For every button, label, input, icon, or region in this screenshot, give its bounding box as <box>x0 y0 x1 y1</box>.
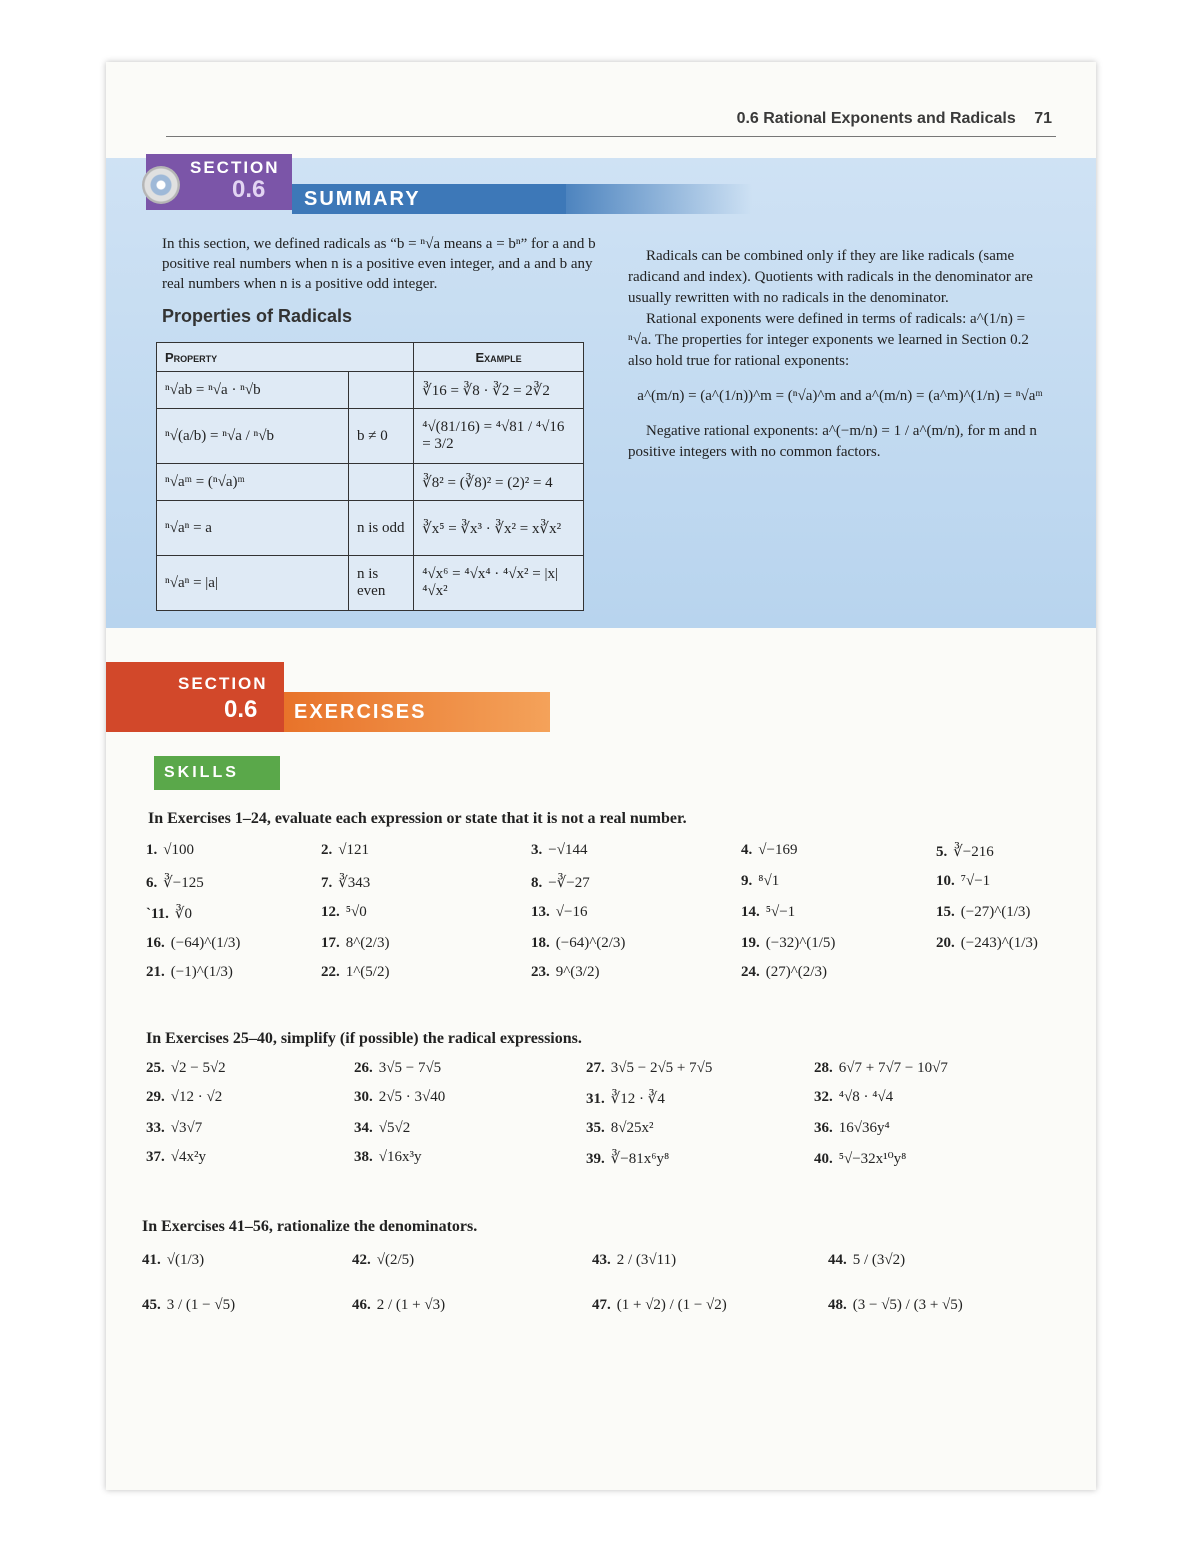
exercise-number: 41. <box>142 1252 161 1268</box>
exercise-expression: √4x²y <box>170 1149 206 1165</box>
exercise-number: 33. <box>146 1120 165 1136</box>
exercise-item <box>741 935 936 952</box>
property-cell: ⁿ√ab = ⁿ√a · ⁿ√b <box>157 372 349 409</box>
exercise-item <box>936 964 1046 981</box>
condition-cell <box>349 372 414 409</box>
exercise-item <box>814 1149 1046 1168</box>
table-row <box>157 501 584 556</box>
exercise-expression: ∛343 <box>338 875 371 891</box>
exercise-expression: ∛12 · ∛4 <box>610 1091 665 1107</box>
summary-intro: In this section, we defined radicals as “b = ⁿ√a means a = bⁿ” for a and b positive real numbers when n is a positive even integer, and a and b any real numbers when n is a positive odd integer. <box>162 236 596 292</box>
exercise-number: 21. <box>146 964 165 980</box>
exercise-expression: √−169 <box>758 842 798 858</box>
exercise-expression: ∛0 <box>174 906 192 922</box>
exercise-expression: 6√7 + 7√7 − 10√7 <box>838 1060 948 1076</box>
summary-paragraph: Rational exponents were defined in terms of radicals: a^(1/n) = ⁿ√a. The properties for integer exponents we learned in Section 0.2 also hold true for rational exponents: <box>628 311 1029 369</box>
condition-cell: n is even <box>349 556 414 611</box>
exercise-grid-3 <box>142 1252 1042 1314</box>
exercise-number: 42. <box>352 1252 371 1268</box>
instruction-25-40: In Exercises 25–40, simplify (if possible) the radical expressions. <box>146 1030 582 1047</box>
exercise-item <box>354 1120 586 1137</box>
exercise-expression: 3 / (1 − √5) <box>166 1297 236 1313</box>
exercise-item <box>741 964 936 981</box>
exercise-item <box>354 1149 586 1168</box>
summary-heading <box>292 184 566 214</box>
exercise-expression: ∛−216 <box>953 844 994 860</box>
properties-title: Properties of Radicals <box>162 306 353 326</box>
exercise-expression: ⁴√8 · ⁴√4 <box>838 1089 894 1105</box>
exercise-item <box>352 1252 592 1269</box>
exercise-expression: (27)^(2/3) <box>765 964 827 980</box>
exercise-item <box>146 1149 354 1168</box>
exercise-item <box>146 842 321 861</box>
instruction-1-24: In Exercises 1–24, evaluate each expression or state that it is not a real number. <box>148 810 687 827</box>
summary-bar-fade <box>542 184 752 214</box>
exercise-item <box>146 1060 354 1077</box>
exercise-expression: 2 / (3√11) <box>616 1252 677 1268</box>
exercise-number: 18. <box>531 935 550 951</box>
exercise-number: 19. <box>741 935 760 951</box>
exercise-item <box>586 1089 814 1108</box>
table-row <box>157 556 584 611</box>
exercise-expression: 3√5 − 7√5 <box>378 1060 442 1076</box>
exercise-number: 20. <box>936 935 955 951</box>
exercise-item <box>828 1252 1042 1269</box>
page-number: 71 <box>1034 110 1052 127</box>
exercise-expression: √3√7 <box>170 1120 203 1136</box>
exercise-expression: (−32)^(1/5) <box>765 935 836 951</box>
exercise-number: 37. <box>146 1149 165 1165</box>
exercise-number: 26. <box>354 1060 373 1076</box>
exercise-item <box>531 964 741 981</box>
negative-exponent-note: Negative rational exponents: a^(−m/n) = 1 / a^(m/n), for m and n positive integers with no common factors. <box>628 423 1037 460</box>
condition-cell <box>349 464 414 501</box>
exercise-number: 10. <box>936 873 955 889</box>
skills-label: SKILLS <box>154 756 280 790</box>
exercise-item <box>321 904 531 923</box>
summary-section-number: 0.6 <box>232 176 266 203</box>
exercise-number: 36. <box>814 1120 833 1136</box>
example-cell: ⁴√(81/16) = ⁴√81 / ⁴√16 = 3/2 <box>414 409 584 464</box>
exercise-number: 13. <box>531 904 550 920</box>
exercise-expression: 9^(3/2) <box>555 964 600 980</box>
example-cell: ∛x⁵ = ∛x³ · ∛x² = x∛x² <box>414 501 584 556</box>
exercise-expression: −√144 <box>548 842 588 858</box>
exercise-item <box>586 1149 814 1168</box>
exercise-number: 24. <box>741 964 760 980</box>
exercise-item <box>146 904 321 923</box>
example-cell: ∛8² = (∛8)² = (2)² = 4 <box>414 464 584 501</box>
exercise-number: 27. <box>586 1060 605 1076</box>
summary-heading-text: SUMMARY <box>304 188 421 210</box>
exercise-number: 32. <box>814 1089 833 1105</box>
exercise-item <box>586 1060 814 1077</box>
exercise-number: 43. <box>592 1252 611 1268</box>
exercise-item <box>321 935 531 952</box>
table-row <box>157 464 584 501</box>
running-title: 0.6 Rational Exponents and Radicals <box>736 110 1016 127</box>
exercise-expression: √100 <box>163 842 194 858</box>
exercise-item <box>586 1120 814 1137</box>
exercise-number: 4. <box>741 842 753 858</box>
exercise-expression: −∛−27 <box>548 875 590 891</box>
exercise-expression: ⁵√0 <box>345 904 367 920</box>
exercise-number: 48. <box>828 1297 847 1313</box>
exercise-item <box>936 842 1046 861</box>
exercise-number: 1. <box>146 842 158 858</box>
exercise-expression: √−16 <box>555 904 588 920</box>
exercise-number: 8. <box>531 875 543 891</box>
property-cell: ⁿ√aⁿ = |a| <box>157 556 349 611</box>
exercise-expression: ⁵√−32x¹⁰y⁸ <box>838 1151 907 1167</box>
exercise-expression: ⁷√−1 <box>960 873 991 889</box>
exercise-number: 38. <box>354 1149 373 1165</box>
exercise-expression: √121 <box>338 842 369 858</box>
exercise-expression: 16√36y⁴ <box>838 1120 890 1136</box>
exercise-item <box>321 842 531 861</box>
exercise-number: 45. <box>142 1297 161 1313</box>
exercise-expression: 5 / (3√2) <box>852 1252 906 1268</box>
running-header <box>737 110 1052 128</box>
exercises-section-label: SECTION <box>178 674 268 693</box>
exercise-number: 46. <box>352 1297 371 1313</box>
exercise-number: `11. <box>146 906 169 922</box>
exercise-item <box>146 935 321 952</box>
exercise-item <box>741 873 936 892</box>
exercise-number: 17. <box>321 935 340 951</box>
example-header: Example <box>414 343 584 372</box>
exercise-item <box>741 904 936 923</box>
exercise-number: 29. <box>146 1089 165 1105</box>
exercise-expression: ⁵√−1 <box>765 904 796 920</box>
exercise-expression: 2 / (1 + √3) <box>376 1297 446 1313</box>
exercise-expression: (−27)^(1/3) <box>960 904 1031 920</box>
exercise-expression: 8^(2/3) <box>345 935 390 951</box>
exercise-item <box>741 842 936 861</box>
example-cell: ∛16 = ∛8 · ∛2 = 2∛2 <box>414 372 584 409</box>
exercise-expression: (3 − √5) / (3 + √5) <box>852 1297 963 1313</box>
exercise-item <box>142 1252 352 1269</box>
exercise-item <box>828 1297 1042 1314</box>
property-cell: ⁿ√aⁿ = a <box>157 501 349 556</box>
summary-paragraph: Radicals can be combined only if they are like radicals (same radicand and index). Quotients with radicals in the denominator are usually rewritten with no radicals in the denominator. <box>628 248 1033 306</box>
exercise-item <box>146 873 321 892</box>
exercise-item <box>531 935 741 952</box>
exercise-expression: (−1)^(1/3) <box>170 964 233 980</box>
exercise-number: 28. <box>814 1060 833 1076</box>
exercise-number: 6. <box>146 875 158 891</box>
exercise-expression: 8√25x² <box>610 1120 654 1136</box>
table-row <box>157 372 584 409</box>
exercise-item <box>321 964 531 981</box>
exercise-expression: ∛−125 <box>163 875 204 891</box>
exercise-number: 16. <box>146 935 165 951</box>
exercise-number: 5. <box>936 844 948 860</box>
cd-icon <box>142 166 180 204</box>
exercise-number: 15. <box>936 904 955 920</box>
property-header: Property <box>157 343 414 372</box>
exercise-expression: √12 · √2 <box>170 1089 223 1105</box>
exercise-number: 14. <box>741 904 760 920</box>
exercise-number: 47. <box>592 1297 611 1313</box>
summary-section-label: SECTION <box>190 158 280 177</box>
exercise-item <box>146 1120 354 1137</box>
exercise-number: 3. <box>531 842 543 858</box>
exercise-expression: √5√2 <box>378 1120 411 1136</box>
exercise-item <box>814 1089 1046 1108</box>
condition-cell: n is odd <box>349 501 414 556</box>
exercise-number: 44. <box>828 1252 847 1268</box>
exercises-section-number: 0.6 <box>224 696 258 723</box>
exercise-number: 40. <box>814 1151 833 1167</box>
exercises-heading: EXERCISES <box>284 692 550 732</box>
exercise-number: 9. <box>741 873 753 889</box>
exercise-item <box>936 873 1046 892</box>
exercise-item <box>146 964 321 981</box>
exercise-expression: ∛−81x⁶y⁸ <box>610 1151 670 1167</box>
exercise-expression: √16x³y <box>378 1149 422 1165</box>
exercise-item <box>814 1120 1046 1137</box>
exercise-item <box>354 1089 586 1108</box>
exercise-item <box>146 1089 354 1108</box>
exercise-item <box>352 1297 592 1314</box>
exercise-item <box>142 1297 352 1314</box>
textbook-page <box>106 62 1096 1490</box>
exercise-expression: √(2/5) <box>376 1252 415 1268</box>
exercise-item <box>531 873 741 892</box>
rational-exponent-equation: a^(m/n) = (a^(1/n))^m = (ⁿ√a)^m and a^(m/n) = (a^m)^(1/n) = ⁿ√aᵐ <box>637 388 1043 404</box>
exercise-grid-2 <box>146 1060 1046 1168</box>
exercises-section-tag <box>106 662 550 732</box>
exercise-expression: (1 + √2) / (1 − √2) <box>616 1297 727 1313</box>
exercise-number: 39. <box>586 1151 605 1167</box>
exercise-expression: (−64)^(2/3) <box>555 935 626 951</box>
exercise-expression: (−243)^(1/3) <box>960 935 1038 951</box>
exercise-number: 12. <box>321 904 340 920</box>
exercise-grid-1 <box>146 842 1046 981</box>
condition-cell: b ≠ 0 <box>349 409 414 464</box>
instruction-41-56: In Exercises 41–56, rationalize the denominators. <box>142 1218 478 1235</box>
property-cell: ⁿ√aᵐ = (ⁿ√a)ᵐ <box>157 464 349 501</box>
exercise-number: 25. <box>146 1060 165 1076</box>
example-cell: ⁴√x⁶ = ⁴√x⁴ · ⁴√x² = |x|⁴√x² <box>414 556 584 611</box>
exercise-number: 35. <box>586 1120 605 1136</box>
exercise-item <box>592 1252 828 1269</box>
exercise-number: 34. <box>354 1120 373 1136</box>
exercise-item <box>592 1297 828 1314</box>
exercise-number: 30. <box>354 1089 373 1105</box>
exercise-expression: √(1/3) <box>166 1252 205 1268</box>
header-rule <box>166 136 1056 137</box>
exercise-number: 2. <box>321 842 333 858</box>
table-row <box>157 409 584 464</box>
exercise-expression: 1^(5/2) <box>345 964 390 980</box>
exercise-item <box>531 904 741 923</box>
exercise-item <box>321 873 531 892</box>
exercise-number: 23. <box>531 964 550 980</box>
exercise-number: 22. <box>321 964 340 980</box>
exercise-expression: 3√5 − 2√5 + 7√5 <box>610 1060 713 1076</box>
exercise-expression: 2√5 · 3√40 <box>378 1089 446 1105</box>
exercise-expression: ⁸√1 <box>758 873 780 889</box>
exercise-item <box>531 842 741 861</box>
exercise-item <box>936 935 1046 952</box>
exercise-item <box>354 1060 586 1077</box>
summary-right-column <box>628 246 1052 463</box>
properties-table <box>156 342 584 611</box>
summary-section-tag <box>146 154 292 210</box>
property-cell: ⁿ√(a/b) = ⁿ√a / ⁿ√b <box>157 409 349 464</box>
exercise-number: 31. <box>586 1091 605 1107</box>
exercise-expression: √2 − 5√2 <box>170 1060 226 1076</box>
exercise-item <box>814 1060 1046 1077</box>
exercise-item <box>936 904 1046 923</box>
exercise-number: 7. <box>321 875 333 891</box>
exercise-expression: (−64)^(1/3) <box>170 935 241 951</box>
